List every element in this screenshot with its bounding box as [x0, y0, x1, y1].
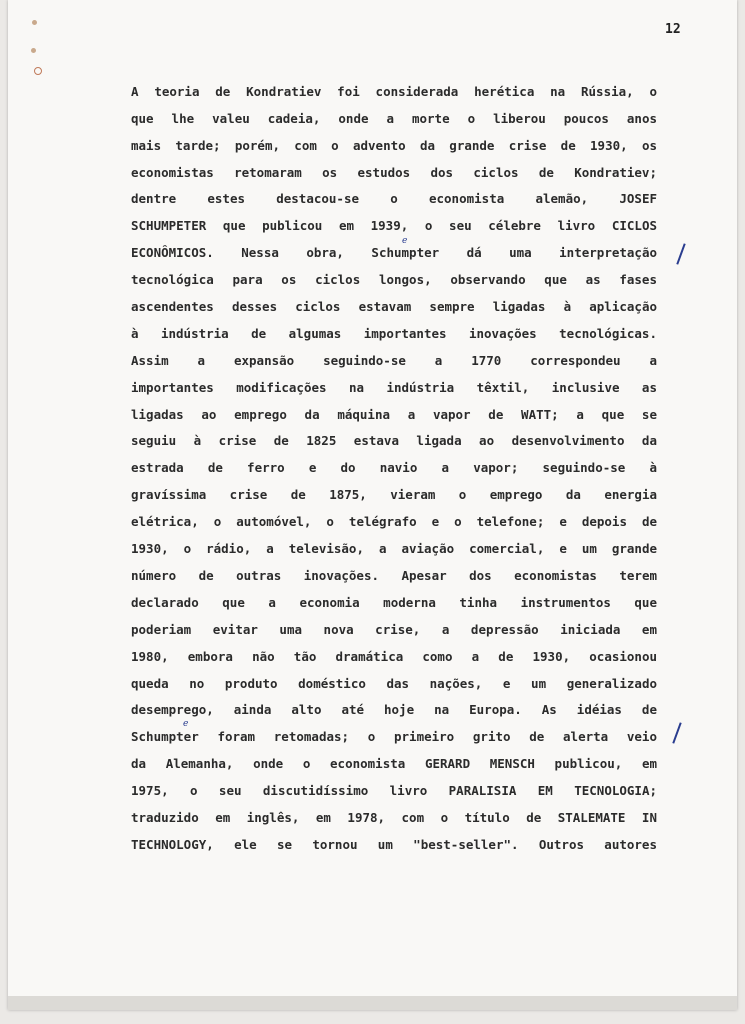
text-line: desemprego, ainda alto até hoje na Europa. As idéias de — [131, 702, 657, 717]
text-line: declarado que a economia moderna tinha instrumentos que — [131, 595, 657, 610]
text-line: poderiam evitar uma nova crise, a depressão iniciada em — [131, 622, 657, 637]
text-line: gravíssima crise de 1875, vieram o emprego da energia — [131, 487, 657, 502]
text-line: SCHUMPETER que publicou em 1939, o seu célebre livro CICLOS — [131, 218, 657, 233]
text-line: TECHNOLOGY, ele se tornou um "best-seller". Outros autores — [131, 837, 657, 852]
binding-hole-2 — [31, 48, 36, 53]
handwritten-correction-2: e — [183, 719, 189, 729]
text-line: 1975, o seu discutidíssimo livro PARALISIA EM TECNOLOGIA; — [131, 783, 657, 798]
text-line: Assim a expansão seguindo-se a 1770 correspondeu a — [131, 353, 657, 368]
text-line: queda no produto doméstico das nações, e um generalizado — [131, 676, 657, 691]
text-line: 1930, o rádio, a televisão, a aviação comercial, e um grande — [131, 541, 657, 556]
text-line: ligadas ao emprego da máquina a vapor de WATT; a que se — [131, 407, 657, 422]
text-line: ECONÔMICOS. Nessa obra, Schumpter dá uma interpretação — [131, 245, 657, 260]
text-line: traduzido em inglês, em 1978, com o título de STALEMATE IN — [131, 810, 657, 825]
text-line: seguiu à crise de 1825 estava ligada ao desenvolvimento da — [131, 433, 657, 448]
text-line: A teoria de Kondratiev foi considerada herética na Rússia, o — [131, 84, 657, 99]
text-line: dentre estes destacou-se o economista alemão, JOSEF — [131, 191, 657, 206]
text-line: Schumpter foram retomadas; o primeiro grito de alerta veio — [131, 729, 657, 744]
text-line: da Alemanha, onde o economista GERARD MENSCH publicou, em — [131, 756, 657, 771]
text-line: mais tarde; porém, com o advento da grande crise de 1930, os — [131, 138, 657, 153]
text-line: tecnológica para os ciclos longos, observando que as fases — [131, 272, 657, 287]
text-line: estrada de ferro e do navio a vapor; seguindo-se à — [131, 460, 657, 475]
text-line: 1980, embora não tão dramática como a de 1930, ocasionou — [131, 649, 657, 664]
text-line: à indústria de algumas importantes inovações tecnológicas. — [131, 326, 657, 341]
binding-hole-1 — [32, 20, 37, 25]
text-line: importantes modificações na indústria têxtil, inclusive as — [131, 380, 657, 395]
binding-hole-3 — [34, 67, 42, 75]
page-bottom-edge — [8, 996, 737, 1010]
text-line: economistas retomaram os estudos dos ciclos de Kondratiev; — [131, 165, 657, 180]
text-line: elétrica, o automóvel, o telégrafo e o telefone; e depois de — [131, 514, 657, 529]
text-line: ascendentes desses ciclos estavam sempre ligadas à aplicação — [131, 299, 657, 314]
text-line: que lhe valeu cadeia, onde a morte o liberou poucos anos — [131, 111, 657, 126]
text-line: número de outras inovações. Apesar dos economistas terem — [131, 568, 657, 583]
handwritten-correction-1: e — [402, 236, 408, 246]
page-number: 12 — [665, 22, 681, 37]
